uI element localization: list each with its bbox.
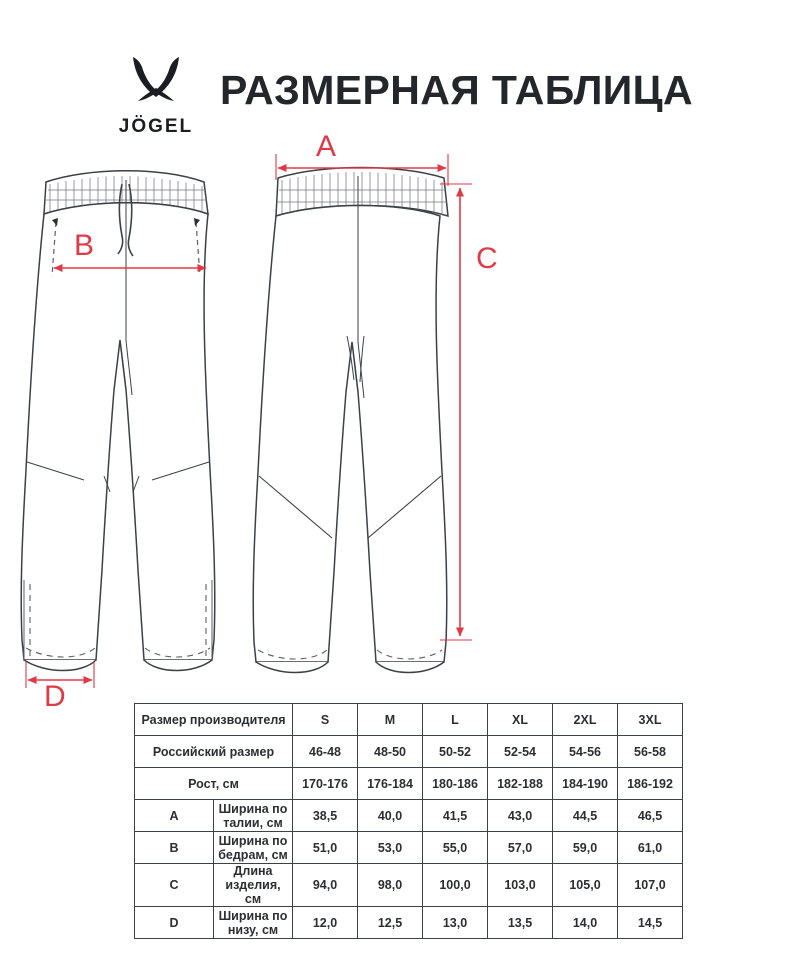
page-title: РАЗМЕРНАЯ ТАБЛИЦА	[219, 66, 694, 113]
cell: 53,0	[358, 832, 423, 864]
pants-illustration	[0, 130, 807, 713]
cell: 94,0	[293, 864, 358, 907]
table-row	[135, 736, 683, 768]
cell: 13,5	[488, 907, 553, 939]
page-header	[0, 48, 807, 144]
row-letter: D	[135, 907, 214, 939]
cell: 103,0	[488, 864, 553, 907]
cell: 107,0	[618, 864, 683, 907]
size-table	[134, 703, 683, 939]
cell: 41,5	[423, 800, 488, 832]
row-label: Размер производителя	[135, 704, 293, 736]
row-letter: C	[135, 864, 214, 907]
row-label: Рост, см	[135, 768, 293, 800]
cell: 38,5	[293, 800, 358, 832]
table-row	[135, 907, 683, 939]
header-inner	[114, 53, 693, 139]
cell: L	[423, 704, 488, 736]
row-label: Длина изделия, см	[214, 864, 293, 907]
cell: 52-54	[488, 736, 553, 768]
cell: 180-186	[423, 768, 488, 800]
row-label: Ширина по низу, см	[214, 907, 293, 939]
cell: 14,0	[553, 907, 618, 939]
table-row	[135, 800, 683, 832]
table-row	[135, 832, 683, 864]
cell: 14,5	[618, 907, 683, 939]
cell: M	[358, 704, 423, 736]
cell: 12,0	[293, 907, 358, 939]
cell: 182-188	[488, 768, 553, 800]
row-label: Ширина по талии, см	[214, 800, 293, 832]
marker-c	[440, 184, 498, 640]
marker-c-label: C	[476, 242, 498, 275]
marker-d-label: D	[44, 680, 66, 713]
cell: 46-48	[293, 736, 358, 768]
cell: 184-190	[553, 768, 618, 800]
pants-diagram-svg	[0, 130, 807, 713]
table-row	[135, 768, 683, 800]
cell: 56-58	[618, 736, 683, 768]
cell: 51,0	[293, 832, 358, 864]
jogel-horns-icon	[125, 53, 187, 115]
cell: 3XL	[618, 704, 683, 736]
brand-logo	[114, 53, 198, 139]
cell: 46,5	[618, 800, 683, 832]
cell: 186-192	[618, 768, 683, 800]
cell: 170-176	[293, 768, 358, 800]
size-table-container	[134, 703, 673, 939]
cell: 50-52	[423, 736, 488, 768]
cell: 100,0	[423, 864, 488, 907]
cell: 176-184	[358, 768, 423, 800]
cell: 55,0	[423, 832, 488, 864]
cell: 57,0	[488, 832, 553, 864]
cell: S	[293, 704, 358, 736]
row-label: Ширина по бедрам, см	[214, 832, 293, 864]
marker-b-label: B	[74, 229, 95, 262]
row-label: Российский размер	[135, 736, 293, 768]
logo-wordmark: JÖGEL	[118, 116, 194, 137]
row-letter: A	[135, 800, 214, 832]
cell: 44,5	[553, 800, 618, 832]
cell: 48-50	[358, 736, 423, 768]
size-table-body	[135, 704, 683, 939]
row-letter: B	[135, 832, 214, 864]
cell: 13,0	[423, 907, 488, 939]
front-pants-view	[21, 171, 215, 671]
cell: XL	[488, 704, 553, 736]
cell: 12,5	[358, 907, 423, 939]
cell: 43,0	[488, 800, 553, 832]
cell: 98,0	[358, 864, 423, 907]
table-row	[135, 864, 683, 907]
cell: 61,0	[618, 832, 683, 864]
back-pants-view	[253, 168, 448, 673]
cell: 105,0	[553, 864, 618, 907]
cell: 2XL	[553, 704, 618, 736]
cell: 59,0	[553, 832, 618, 864]
marker-a-label: A	[316, 130, 337, 163]
cell: 54-56	[553, 736, 618, 768]
cell: 40,0	[358, 800, 423, 832]
table-row	[135, 704, 683, 736]
